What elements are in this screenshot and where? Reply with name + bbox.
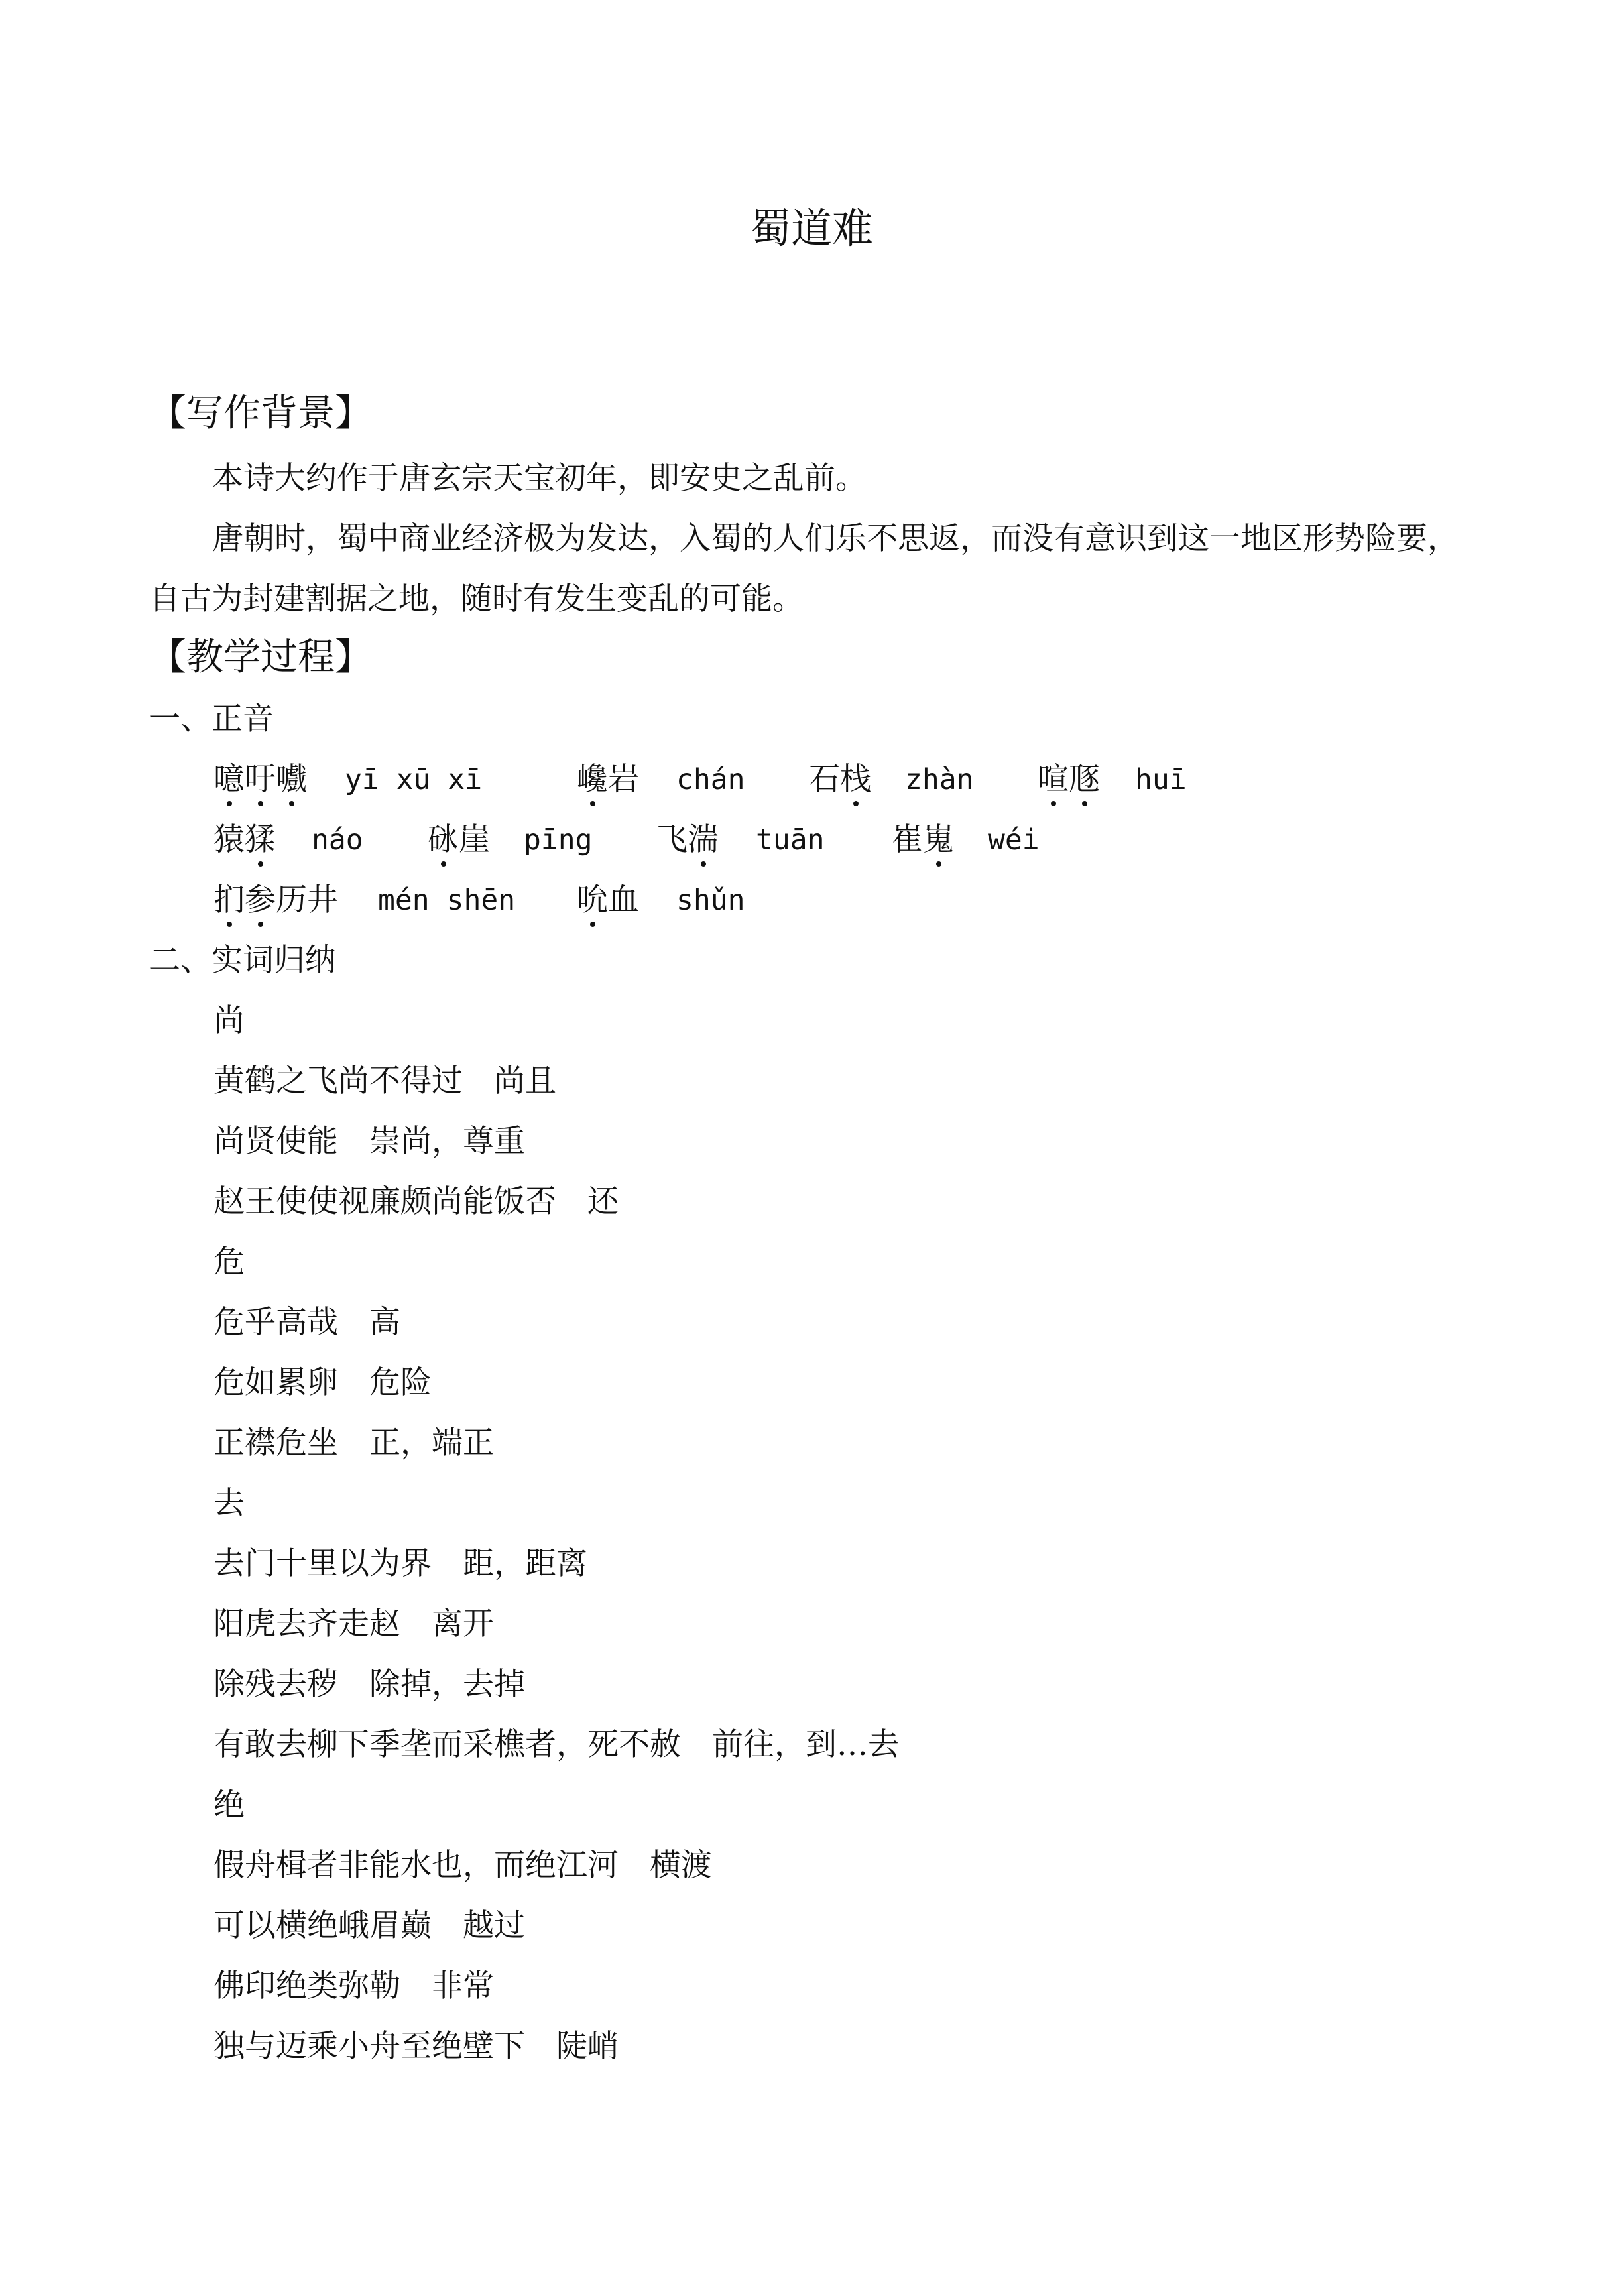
word-head: 危 bbox=[213, 1244, 245, 1280]
pron-pinyin: náo bbox=[312, 823, 363, 857]
word-head: 尚 bbox=[213, 1002, 245, 1039]
word-example: 尚贤使能 崇尚，尊重 bbox=[213, 1123, 525, 1160]
word-example: 危如累卵 危险 bbox=[213, 1364, 432, 1401]
pron-word: 扪参历井 bbox=[213, 880, 338, 920]
pron-word: 喧豗 bbox=[1038, 760, 1100, 800]
page-title: 蜀道难 bbox=[749, 204, 873, 253]
word-example: 除残去秽 除掉，去掉 bbox=[213, 1666, 525, 1703]
pron-pinyin: mén shēn bbox=[378, 884, 516, 917]
pron-word: 石栈 bbox=[809, 760, 871, 800]
word-example: 假舟楫者非能水也，而绝江河 横渡 bbox=[213, 1847, 712, 1884]
process-heading: 【教学过程】 bbox=[149, 636, 372, 679]
pron-pinyin: tuān bbox=[756, 823, 825, 857]
pron-word: 吮血 bbox=[577, 880, 639, 920]
pron-word: 巉岩 bbox=[577, 760, 639, 800]
word-example: 有敢去柳下季垄而采樵者，死不赦 前往，到…去 bbox=[213, 1726, 899, 1763]
word-example: 独与迈乘小舟至绝壁下 陡峭 bbox=[213, 2028, 619, 2065]
word-example: 危乎高哉 高 bbox=[213, 1304, 400, 1341]
pron-pinyin: yī xū xī bbox=[345, 763, 483, 796]
pron-pinyin: shǔn bbox=[676, 884, 745, 917]
word-example: 正襟危坐 正，端正 bbox=[213, 1425, 494, 1461]
pron-pinyin: zhàn bbox=[905, 763, 974, 796]
word-example: 去门十里以为界 距，距离 bbox=[213, 1545, 587, 1582]
word-head: 去 bbox=[213, 1485, 245, 1522]
word-head: 绝 bbox=[213, 1787, 245, 1823]
word-example: 黄鹤之飞尚不得过 尚且 bbox=[213, 1063, 556, 1099]
section-words: 二、实词归纳 bbox=[149, 942, 336, 979]
pron-word: 猿猱 bbox=[213, 820, 276, 860]
word-example: 阳虎去齐走赵 离开 bbox=[213, 1606, 494, 1642]
word-example: 赵王使使视廉颇尚能饭否 还 bbox=[213, 1183, 619, 1220]
pron-pinyin: huī bbox=[1135, 763, 1187, 796]
background-paragraph-2-line-1: 唐朝时，蜀中商业经济极为发达，入蜀的人们乐不思返，而没有意识到这一地区形势险要， bbox=[212, 520, 1459, 557]
word-example: 可以横绝峨眉巅 越过 bbox=[213, 1907, 525, 1944]
pron-pinyin: wéi bbox=[988, 823, 1040, 857]
pron-word: 噫吁嚱 bbox=[213, 760, 307, 800]
pron-word: 砯崖 bbox=[428, 820, 490, 860]
background-paragraph-1: 本诗大约作于唐玄宗天宝初年，即安史之乱前。 bbox=[212, 460, 867, 497]
section-pronunciation: 一、正音 bbox=[149, 701, 274, 737]
background-heading: 【写作背景】 bbox=[149, 392, 372, 435]
pron-pinyin: pīng bbox=[524, 823, 593, 857]
word-example: 佛印绝类弥勒 非常 bbox=[213, 1968, 494, 2004]
background-paragraph-2-line-2: 自古为封建割据之地，随时有发生变乱的可能。 bbox=[149, 581, 804, 617]
pron-word: 崔嵬 bbox=[892, 820, 954, 860]
pron-pinyin: chán bbox=[676, 763, 745, 796]
pron-word: 飞湍 bbox=[656, 820, 719, 860]
